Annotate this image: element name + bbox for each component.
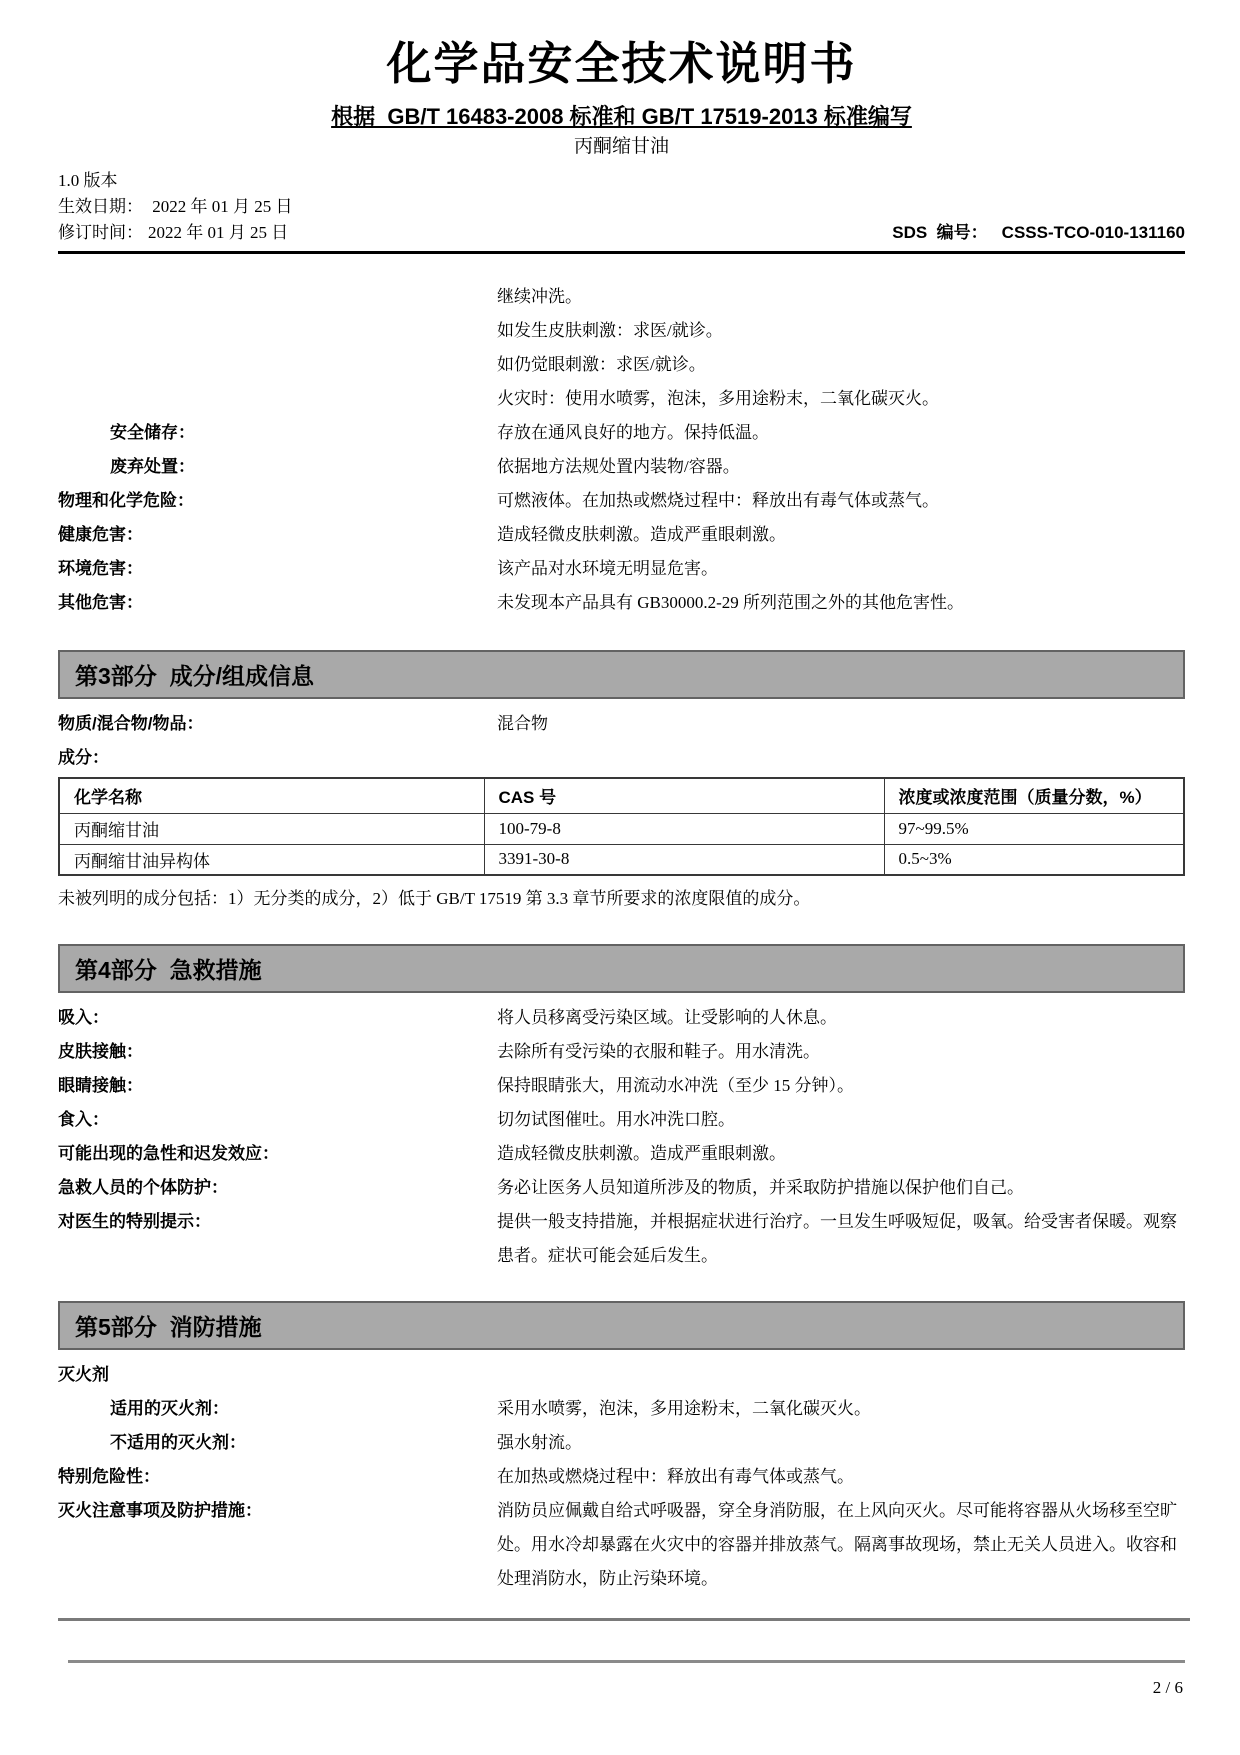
section-3-header-bar [58, 650, 1185, 699]
cell-concentration: 0.5~3% [884, 844, 1184, 875]
kv-value: 务必让医务人员知道所涉及的物质，并采取防护措施以保护他们自己。 [497, 1178, 1024, 1197]
kv-value: 火灾时：使用水喷雾，泡沫，多用途粉末，二氧化碳灭火。 [497, 389, 939, 408]
kv-row [58, 1460, 1185, 1494]
section-4-rows [58, 1001, 1185, 1273]
column-chemical-name: 化学名称 [59, 778, 484, 813]
kv-row [58, 1358, 1185, 1392]
kv-row [58, 518, 1185, 552]
kv-label: 物理和化学危险： [58, 491, 194, 510]
column-cas-number: CAS 号 [484, 778, 884, 813]
kv-value: 提供一般支持措施，并根据症状进行治疗。一旦发生呼吸短促，吸氧。给受害者保暖。观察患者。症状可能会延后发生。 [497, 1212, 1177, 1265]
kv-value: 依据地方法规处置内装物/容器。 [497, 457, 740, 476]
page-number: 2 / 6 [1152, 1678, 1183, 1697]
kv-label: 环境危害： [58, 559, 143, 578]
kv-label: 其他危害： [58, 593, 143, 612]
kv-value: 存放在通风良好的地方。保持低温。 [497, 423, 769, 442]
kv-row [58, 1494, 1185, 1596]
kv-row [58, 1035, 1185, 1069]
kv-row [58, 1171, 1185, 1205]
sds-number-label: SDS 编号： [892, 223, 988, 242]
product-name: 丙酮缩甘油 [573, 136, 669, 157]
kv-row [58, 1103, 1185, 1137]
section-5-header-bar [58, 1301, 1185, 1350]
footer-rule-secondary [68, 1660, 1185, 1663]
kv-row [58, 1069, 1185, 1103]
kv-label: 可能出现的急性和迟发效应： [58, 1144, 279, 1163]
kv-row [58, 1001, 1185, 1035]
composition-table [58, 777, 1185, 876]
section-5-rows [58, 1358, 1185, 1596]
kv-label: 成分： [58, 748, 109, 767]
kv-value: 在加热或燃烧过程中：释放出有毒气体或蒸气。 [497, 1467, 854, 1486]
kv-value: 如仍觉眼刺激：求医/就诊。 [497, 355, 706, 374]
cell-cas-number: 3391-30-8 [484, 844, 884, 875]
cell-chemical-name: 丙酮缩甘油异构体 [59, 844, 484, 875]
kv-value: 该产品对水环境无明显危害。 [497, 559, 718, 578]
effective-date-label: 生效日期： [58, 197, 143, 216]
kv-row [58, 382, 1185, 416]
kv-value: 强水射流。 [497, 1433, 582, 1452]
effective-date-row [58, 194, 1185, 220]
kv-value: 造成轻微皮肤刺激。造成严重眼刺激。 [497, 525, 786, 544]
kv-label: 物质/混合物/物品： [58, 714, 204, 733]
kv-row [58, 741, 1185, 775]
kv-row [58, 484, 1185, 518]
footer-rule-primary [58, 1618, 1190, 1621]
section-4-header-bar [58, 944, 1185, 993]
kv-value: 切勿试图催吐。用水冲洗口腔。 [497, 1110, 735, 1129]
revision-row [58, 220, 1185, 246]
section-4-title: 第4部分 急救措施 [75, 957, 262, 983]
section-3-rows [58, 707, 1185, 775]
kv-row [58, 1392, 1185, 1426]
composition-note: 未被列明的成分包括：1）无分类的成分，2）低于 GB/T 17519 第 3.3 章节所要求的浓度限值的成分。 [58, 889, 811, 908]
kv-row [58, 1205, 1185, 1273]
cell-chemical-name: 丙酮缩甘油 [59, 813, 484, 844]
kv-value: 去除所有受污染的衣服和鞋子。用水清洗。 [497, 1042, 820, 1061]
doc-subtitle: 根据 GB/T 16483-2008 标准和 GB/T 17519-2013 标准编写 [331, 104, 912, 129]
table-row [59, 844, 1184, 875]
composition-table-header-row [59, 778, 1184, 813]
kv-row [58, 552, 1185, 586]
cell-concentration: 97~99.5% [884, 813, 1184, 844]
kv-row [58, 348, 1185, 382]
kv-value: 未发现本产品具有 GB30000.2-29 所列范围之外的其他危害性。 [497, 593, 965, 612]
section-5-title: 第5部分 消防措施 [75, 1314, 262, 1340]
version-text: 1.0 版本 [58, 171, 118, 190]
kv-label: 健康危害： [58, 525, 143, 544]
kv-label: 不适用的灭火剂： [110, 1433, 246, 1452]
kv-label: 废弃处置： [110, 457, 195, 476]
kv-label: 特别危险性： [58, 1467, 160, 1486]
kv-label: 灭火注意事项及防护措施： [58, 1501, 262, 1520]
kv-label: 吸入： [58, 1008, 109, 1027]
kv-label: 皮肤接触： [58, 1042, 143, 1061]
kv-value: 保持眼睛张大，用流动水冲洗（至少 15 分钟）。 [497, 1076, 854, 1095]
kv-row [58, 707, 1185, 741]
cell-cas-number: 100-79-8 [484, 813, 884, 844]
kv-row [58, 416, 1185, 450]
kv-row [58, 280, 1185, 314]
kv-value: 将人员移离受污染区域。让受影响的人休息。 [497, 1008, 837, 1027]
doc-title: 化学品安全技术说明书 [386, 39, 857, 89]
section-3-title: 第3部分 成分/组成信息 [75, 663, 314, 689]
kv-row [58, 314, 1185, 348]
meta-block [58, 168, 1185, 254]
kv-label: 安全储存： [110, 423, 195, 442]
kv-value: 采用水喷雾，泡沫，多用途粉末，二氧化碳灭火。 [497, 1399, 871, 1418]
kv-row [58, 586, 1185, 620]
sds-number [892, 220, 1185, 246]
kv-value: 混合物 [497, 714, 548, 733]
kv-label: 急救人员的个体防护： [58, 1178, 228, 1197]
kv-row [58, 1137, 1185, 1171]
pre-section-rows [58, 280, 1185, 620]
sds-number-value: CSSS-TCO-010-131160 [1001, 223, 1185, 242]
kv-label: 灭火剂 [58, 1365, 109, 1384]
table-row [59, 813, 1184, 844]
revision-value: 2022 年 01 月 25 日 [148, 223, 289, 242]
kv-label: 眼睛接触： [58, 1076, 143, 1095]
kv-label: 适用的灭火剂： [110, 1399, 229, 1418]
kv-value: 继续冲洗。 [497, 287, 582, 306]
effective-date-value: 2022 年 01 月 25 日 [152, 197, 293, 216]
kv-value: 造成轻微皮肤刺激。造成严重眼刺激。 [497, 1144, 786, 1163]
column-concentration: 浓度或浓度范围（质量分数，%） [884, 778, 1184, 813]
kv-value: 消防员应佩戴自给式呼吸器，穿全身消防服，在上风向灭火。尽可能将容器从火场移至空旷处。用水冷却暴露在火灾中的容器并排放蒸气。隔离事故现场，禁止无关人员进入。收容和处理消防水，防止污染环境。 [497, 1501, 1177, 1588]
kv-row [58, 450, 1185, 484]
revision-label: 修订时间： [58, 223, 143, 242]
kv-row [58, 1426, 1185, 1460]
kv-value: 可燃液体。在加热或燃烧过程中：释放出有毒气体或蒸气。 [497, 491, 939, 510]
kv-label: 食入： [58, 1110, 109, 1129]
kv-label: 对医生的特别提示： [58, 1212, 211, 1231]
kv-value: 如发生皮肤刺激：求医/就诊。 [497, 321, 723, 340]
